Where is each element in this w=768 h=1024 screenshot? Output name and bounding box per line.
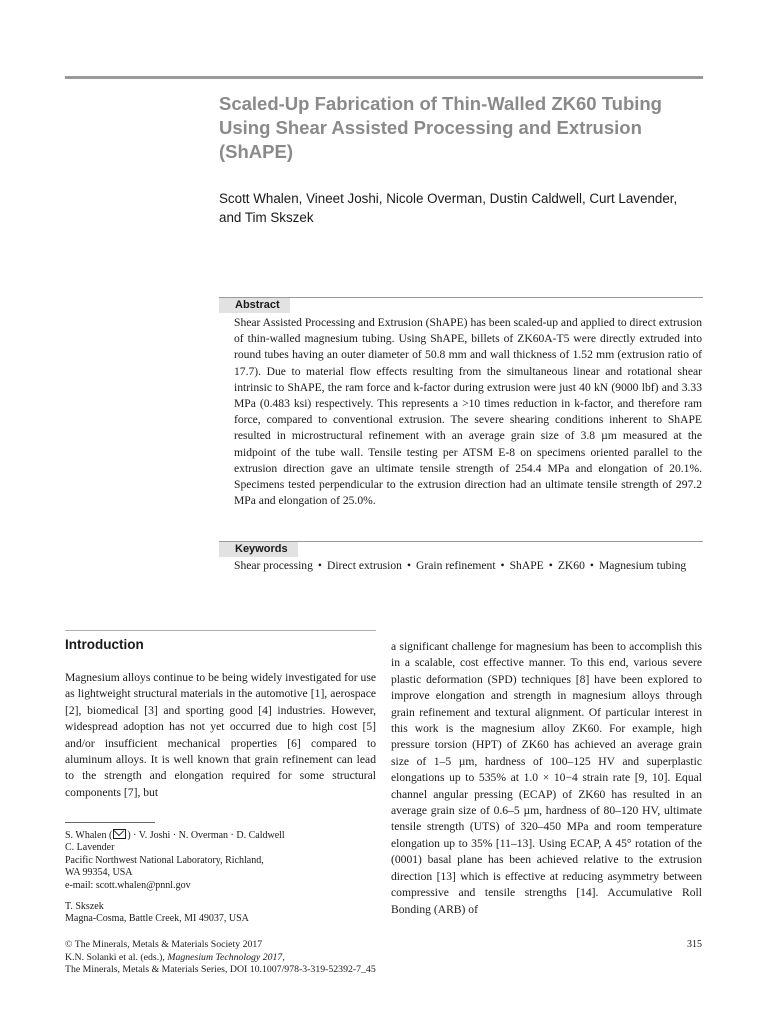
keyword: Direct extrusion [326,559,402,572]
citation-line: K.N. Solanki et al. (eds.), Magnesium Technology 2017, [65,951,285,963]
keyword-separator: • [548,559,553,572]
corresponding-email[interactable]: e-mail: scott.whalen@pnnl.gov [65,879,191,891]
intro-right-column: a significant challenge for magnesium has been to accomplish this in a scalable, cost effective manner. To this end, various severe plastic deformation (SPD) techniques [8] have been explored to improve elongation and strength in magnesium alloys through grain refinement and textural alignment. Of particular interest in this work is the magnesium alloy ZK60. For example, high pressure torsion (HPT) of ZK60 has achieved an average grain size of 1–5 µm, hardness of 100–125 HV and superplastic elongations up to 535% at 1.0 × 10−4 strain rate [9, 10]. Equal channel angular pressing (ECAP) of ZK60 has resulted in an average grain size of 0.6–5 µm, hardness of 80–120 HV, ultimate tensile strength (UTS) of 320–450 MPa and room temperature elongation up to 35% [11–13]. Using ECAP, A 45° rotation of the (0001) basal plane has been achieved relative to the extrusion direction [13] which is effective at reducing asymmetry between compressive and tensile strengths [14]. Accumulative Roll Bonding (ARB) of [391,640,702,916]
affiliation-line: Magna-Cosma, Battle Creek, MI 49037, USA [65,913,249,925]
top-rule [65,76,703,79]
keyword: ZK60 [557,559,585,572]
page-number: 315 [687,939,702,950]
affiliation-line: T. Skszek [65,901,104,912]
keyword-separator: • [589,559,594,572]
abstract-text: Shear Assisted Processing and Extrusion (ShAPE) has been scaled-up and applied to direct extrusion of thin-walled magnesium tubing. Using ShAPE, billets of ZK60A-T5 were directly extruded into round tubes having an outer diameter of 50.8 mm and wall thickness of 1.52 mm (extrusion ratio of 17.7). Due to material flow effects resulting from the simultaneous linear and rotational shear intrinsic to ShAPE, the ram force and k-factor during extrusion were just 40 kN (9000 lbf) and 3.33 MPa (0.483 ksi) respectively. This represents a >10 times reduction in k-factor, and therefore ram force, compared to conventional extrusion. The severe shearing conditions inherent to ShAPE resulted in microstructural refinement with an average grain size of 3.8 µm measured at the midpoint of the tube wall. Tensile testing per ATSM E-8 on specimens oriented parallel to the extrusion direction gave an ultimate tensile strength of 254.4 MPa and elongation of 20.1%. Specimens tested perpendicular to the extrusion direction had an ultimate tensile strength of 297.2 MPa and elongation of 25.0%. [234,316,702,508]
abstract-label: Abstract [219,298,290,313]
keyword: Shear processing [234,559,313,572]
section-heading-introduction: Introduction [65,637,144,652]
affiliation-block [65,829,376,892]
page-footer [65,939,525,977]
affiliation-line: Pacific Northwest National Laboratory, Richland, [65,854,264,866]
affiliation-block-2 [65,901,376,926]
keyword-separator: • [406,559,412,572]
affiliation-line: C. Lavender [65,842,115,854]
section-rule [65,630,376,631]
intro-left-column: Magnesium alloys continue to be being widely investigated for use as lightweight structural materials in the automotive [1], aerospace [2], biomedical [3] and sporting good [4] industries. However, widespread adoption has not yet occurred due to high cost [5] and/or insufficient mechanical properties [6] compared to aluminum alloys. It is well known that grain refinement can lead to the strength and elongation required for some structural components [7], but [65,671,376,799]
copyright-line: © The Minerals, Metals & Materials Society 2017 [65,939,263,950]
affiliation-authors-line: S. Whalen ( ) · V. Joshi · N. Overman · D. Caldwell [65,830,285,841]
abstract-rule [219,297,703,298]
keyword: Magnesium tubing [598,559,687,572]
keywords-label: Keywords [219,542,298,557]
envelope-icon [113,829,126,839]
affiliation-line: WA 99354, USA [65,867,133,879]
keyword: ShAPE [509,559,544,572]
keyword-separator: • [500,559,505,572]
doi-line[interactable]: The Minerals, Metals & Materials Series, DOI 10.1007/978-3-319-52392-7_45 [65,964,376,976]
keyword-separator: • [317,559,322,572]
keywords-list [234,558,702,574]
footnote-rule [65,822,155,823]
keyword: Grain refinement [416,559,496,572]
paper-title: Scaled-Up Fabrication of Thin-Walled ZK60 Tubing Using Shear Assisted Processing and Extrusion (ShAPE) [219,93,662,162]
author-list: Scott Whalen, Vineet Joshi, Nicole Overman, Dustin Caldwell, Curt Lavender, and Tim Skszek [219,191,678,225]
